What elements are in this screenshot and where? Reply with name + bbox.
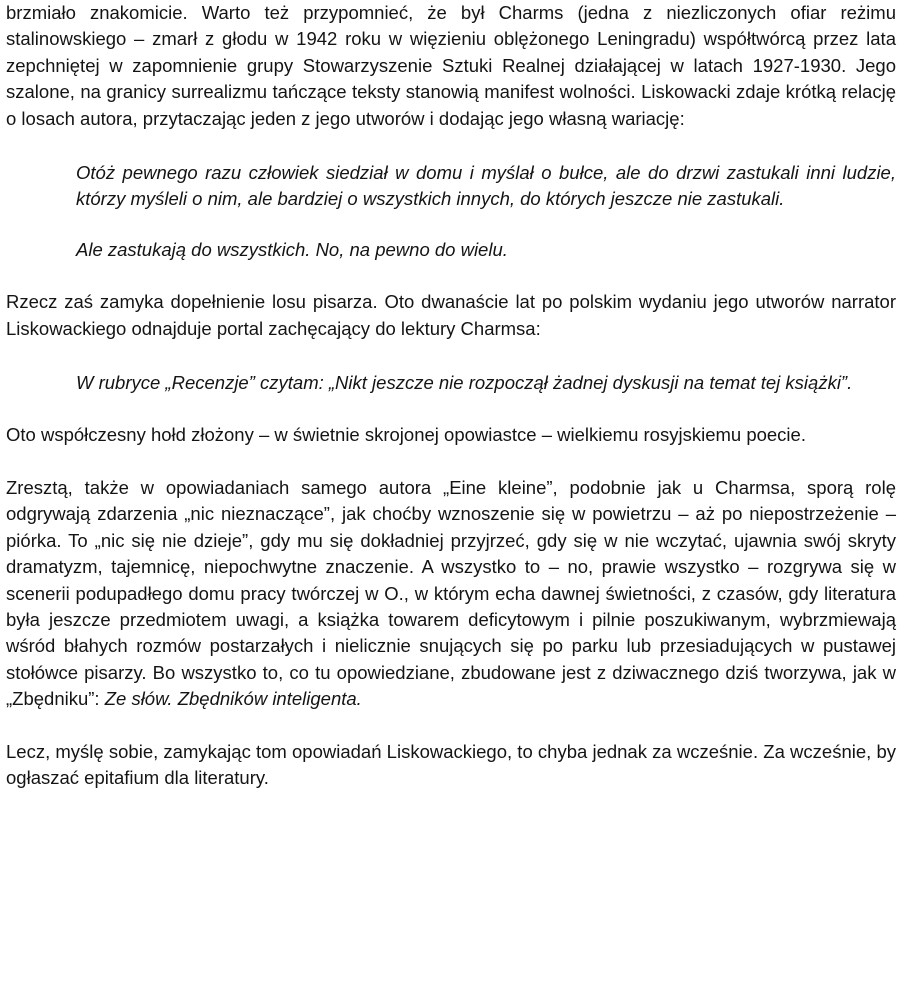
spacer <box>6 449 896 475</box>
document-page <box>6 0 896 791</box>
paragraph-hold: Oto współczesny hołd złożony – w świetnie skrojonej opowiastce – wielkiemu rosyjskiemu poecie. <box>6 424 806 446</box>
paragraph-eine-kleine <box>6 475 896 713</box>
spacer <box>6 213 896 237</box>
paragraph-eine-kleine-italic: Ze słów. Zbędników inteligenta. <box>104 688 362 710</box>
spacer <box>6 713 896 739</box>
spacer <box>6 396 896 422</box>
quote-bulka: Otóż pewnego razu człowiek siedział w domu i myślał o bułce, ale do drzwi zastukali inni ludzie, którzy myśleli o nim, ale bardziej o wszystkich innych, do których jeszcze nie zastukali. <box>76 162 896 210</box>
spacer <box>6 132 896 160</box>
paragraph-portal: Rzecz zaś zamyka dopełnienie losu pisarza. Oto dwanaście lat po polskim wydaniu jego utworów narrator Liskowackiego odnajduje portal zachęcający do lektury Charmsa: <box>6 291 896 339</box>
spacer <box>6 263 896 289</box>
spacer <box>6 342 896 370</box>
paragraph-epitafium: Lecz, myślę sobie, zamykając tom opowiadań Liskowackiego, to chyba jednak za wcześnie. Za wcześnie, by ogłaszać epitafium dla literatury. <box>6 740 896 788</box>
paragraph-eine-kleine-text: Zresztą, także w opowiadaniach samego autora „Eine kleine”, podobnie jak u Charmsa, sporą rolę odgrywają zdarzenia „nic nieznaczące”, jak choćby wznoszenie się w powietrzu – aż po niepostrzeżenie – piórka. To „nic się nie dzieje”, gdy mu się dokładniej przyjrzeć, gdy się w nie wczytać, ujawnia swój skryty dramatyzm, tajemnicę, niepochwytne znaczenie. A wszystko to – no, prawie wszystko – rozgrywa się w scenerii podupadłego domu pracy twórczej w O., w którym echa dawnej świetności, z czasów, gdy literatura była jeszcze przedmiotem uwagi, a książka towarem deficytowym i pilnie poszukiwanym, wybrzmiewają wśród błahych rozmów postarzałych i nielicznie snujących się po parku lub przesiadujących w pustawej stołówce pisarzy. Bo wszystko to, co tu opowiedziane, zbudowane jest z dziwacznego dziś tworzywa, jak w „Zbędniku”: <box>6 476 896 710</box>
paragraph-charms-intro: brzmiało znakomicie. Warto też przypomnieć, że był Charms (jedna z niezliczonych ofiar reżimu stalinowskiego – zmarł z głodu w 1942 roku w więzieniu oblężonego Leningradu) współtwórcą przez lata zepchniętej w zapomnienie grupy Stowarzyszenie Sztuki Realnej działającej w latach 1927-1930. Jego szalone, na granicy surrealizmu tańczące teksty stanowią manifest wolności. Liskowacki zdaje krótką relację o losach autora, przytaczając jeden z jego utworów i dodając jego własną wariację: <box>6 2 896 129</box>
quote-zastukaja: Ale zastukają do wszystkich. No, na pewno do wielu. <box>76 238 508 260</box>
quote-recenzje: W rubryce „Recenzje” czytam: „Nikt jeszcze nie rozpoczął żadnej dyskusji na temat tej książki”. <box>76 372 853 394</box>
